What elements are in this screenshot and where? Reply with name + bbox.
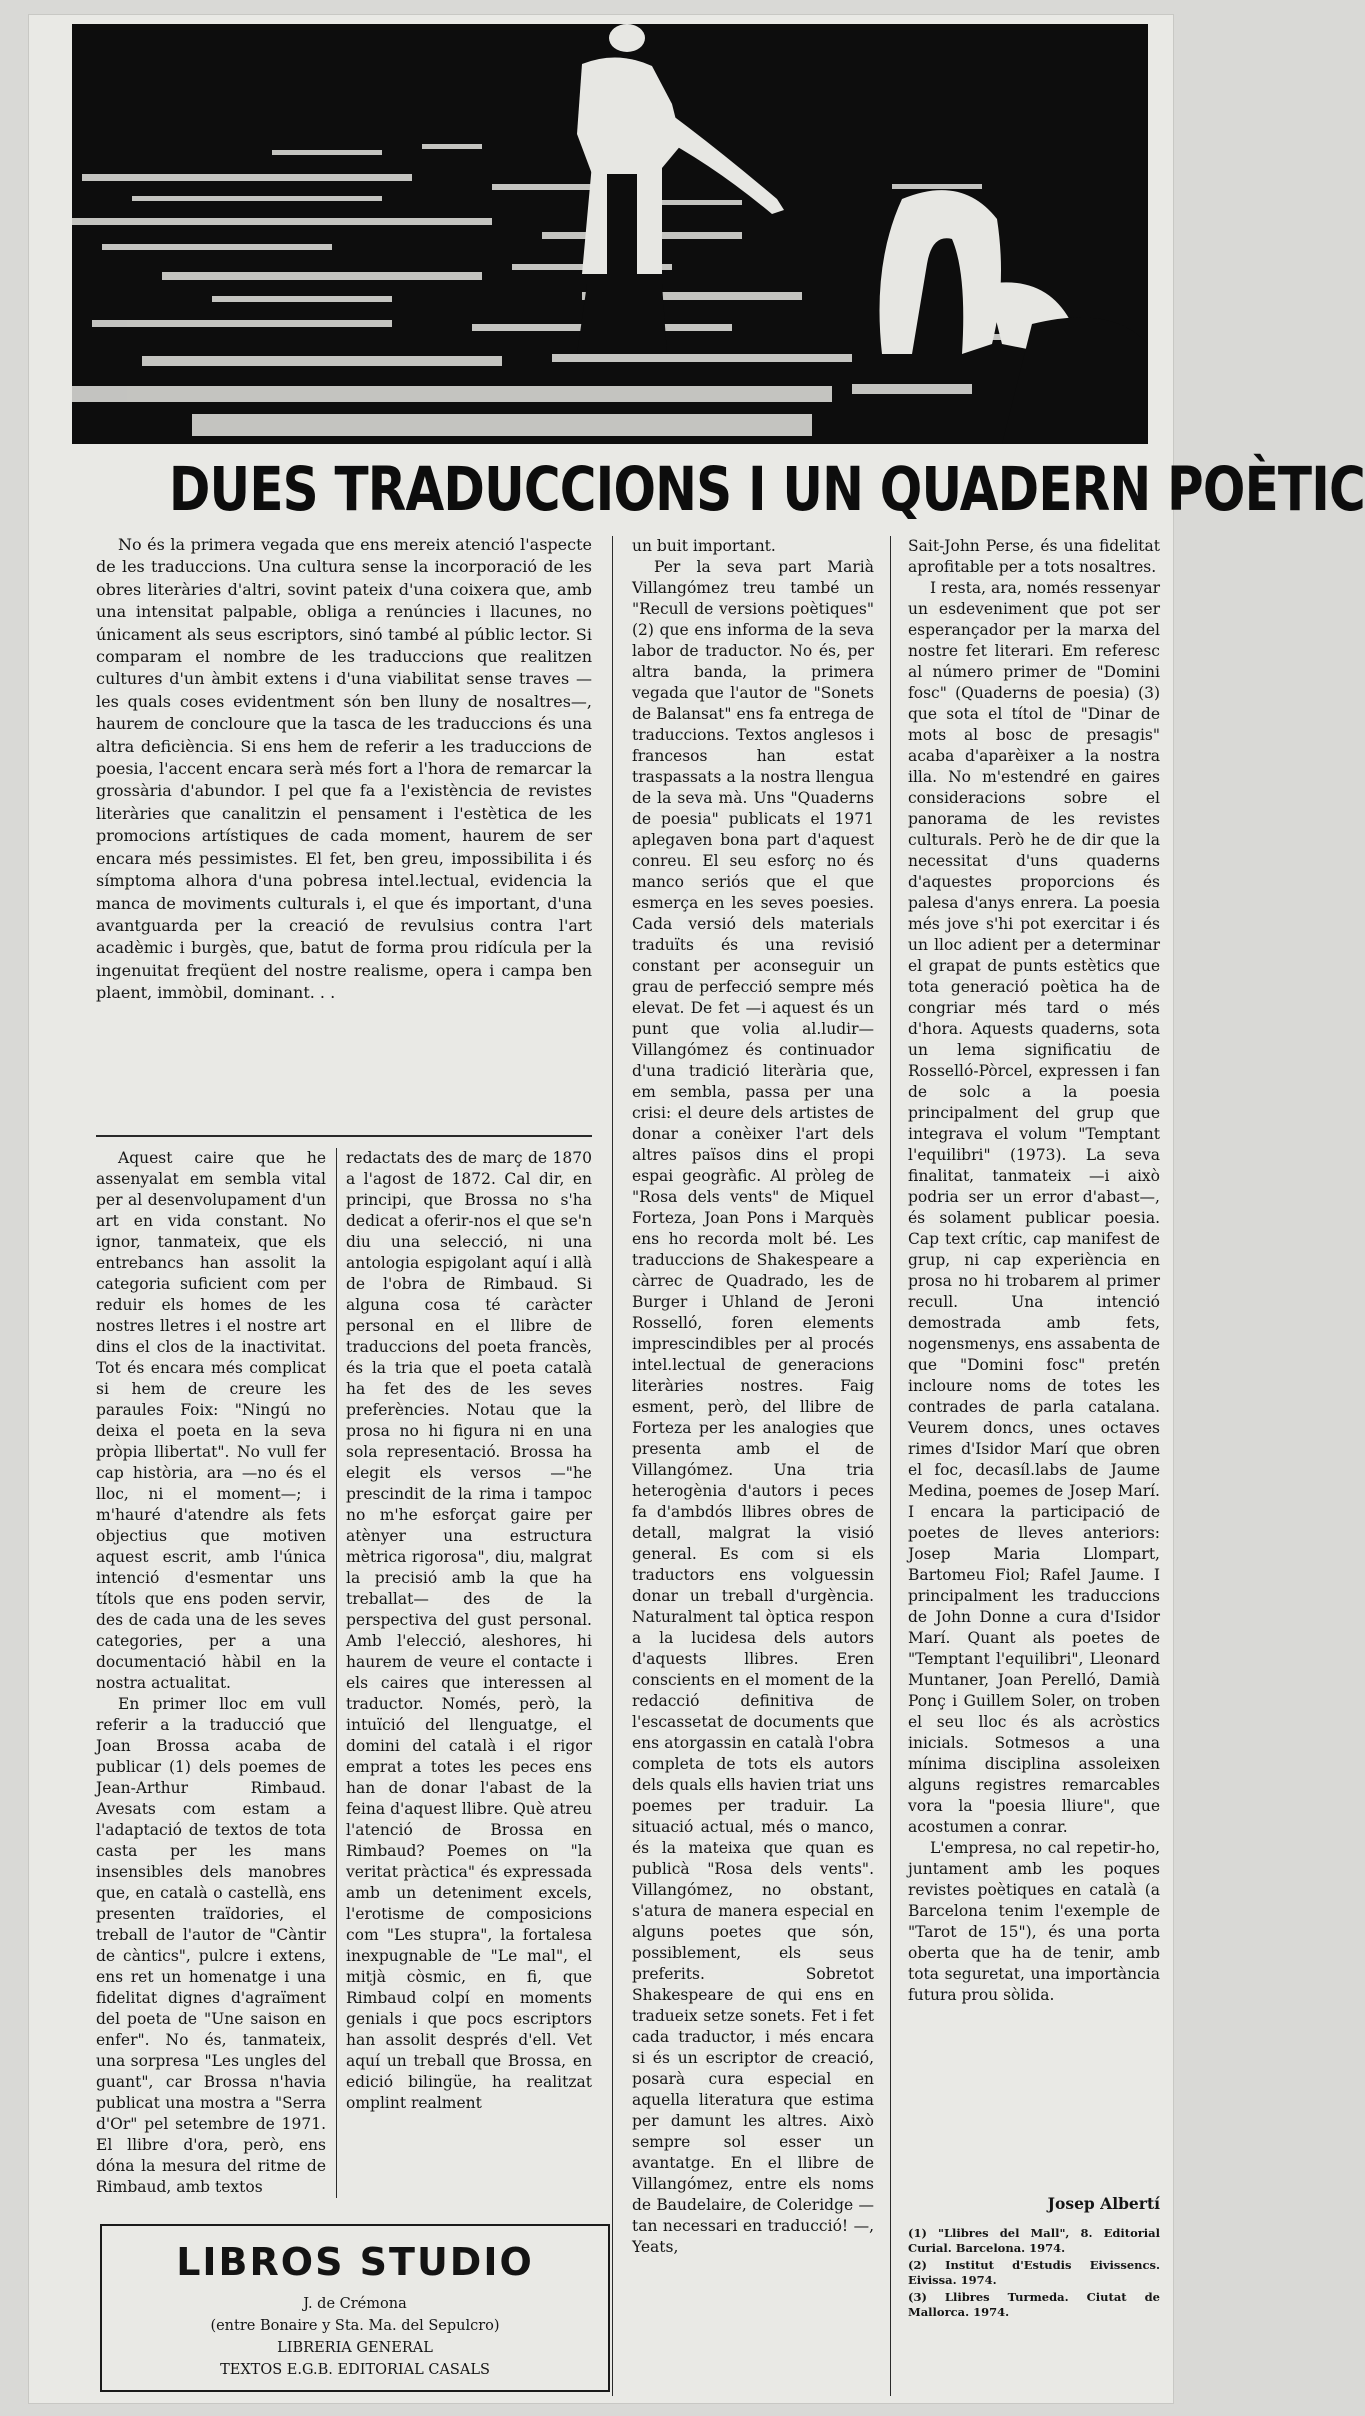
paragraph: Per la seva part Marià Villangómez treu també un "Recull de versions poètiques" (2) que ens informa de la seva labor de traductor. No és, per altra banda, la primera vegada que l'autor de "Sonets de Balansat" ens fa entrega de traduccions. Textos anglesos i francesos han estat traspassats a la nostra llengua de la seva mà. Uns "Quaderns de poesia" publicats el 1971 aplegaven bona part d'aquest conreu. El seu esforç no és manco seriós que el que esmerça en les seves poesies. Cada versió dels materials traduïts és una revisió constant per aconseguir un grau de perfecció sempre més elevat. De fet —i aquest és un punt que volia al.ludir— Villangómez és continuador d'una tradició literària que, em sembla, passa per una crisi: el deure dels artistes de donar a conèixer l'art dels altres països dins el propi espai geogràfic. Al pròleg de "Rosa dels vents" de Miquel Forteza, Joan Pons i Marquès ens ho recorda molt bé. Les traduccions de Shakespeare a càrrec de Quadrado, les de Burger i Uhland de Jeroni Rosselló, foren elements imprescindibles per al procés intel.lectual de generacions literàries nostres. Faig esment, però, del llibre de Forteza per les analogies que presenta amb el de Villangómez. Una tria heterogènia d'autors i peces fa d'ambdós llibres obres de detall, malgrat la visió general. Es com si els traductors ens volguessin donar un treball d'urgència. Naturalment tal òptica respon a la lucidesa dels autors d'aquests llibres. Eren conscients en el moment de la redacció definitiva de l'escassetat de documents que ens atorgassin en català l'obra completa de tots els autors dels quals ells havien triat uns poemes per traduir. La situació actual, més o manco, és la mateixa que quan es publicà "Rosa dels vents". Villangómez, no obstant, s'atura de manera especial en alguns poetes que són, possiblement, els seus preferits. Sobretot Shakespeare de qui ens en tradueix setze sonets. Fet i fet cada traductor, i més encara si és un escriptor de creació, posarà cura especial en aquella literatura que estima per damunt les altres. Això sempre sol esser un avantatge. En el llibre de Villangómez, entre els noms de Baudelaire, de Coleridge —tan necessari en traducció! —, Yeats, [632,558,874,2256]
paragraph: redactats des de març de 1870 a l'agost de 1872. Cal dir, en principi, que Brossa no s'ha dedicat a oferir-nos el que se'n diu una selecció, ni una antologia espigolant aquí i allà de l'obra de Rimbaud. Si alguna cosa té caràcter personal en el llibre de traduccions del poeta francès, és la tria que el poeta català ha fet des de les seves preferències. Notau que la prosa no hi figura ni en una sola representació. Brossa ha elegit els versos —"he prescindit de la rima i tampoc no m'he esforçat gaire per atènyer una estructura mètrica rigorosa", diu, malgrat la precisió amb la que ha treballat— des de la perspectiva del gust personal. Amb l'elecció, aleshores, hi haurem de veure el contacte i els caires que interessen al traductor. Només, però, la intuïció del llenguatge, el domini del català i el rigor emprat a totes les peces ens han de donar l'abast de la feina d'aquest llibre. Què atreu l'atenció de Brossa en Rimbaud? Poemes on "la veritat pràctica" és expressada amb un deteniment excels, l'erotisme de composicions com "Les stupra", la fortalesa inexpugnable de "Le mal", el mitjà còsmic, en fi, que Rimbaud colpí en moments genials i que pocs escriptors han assolit després d'ell. Vet aquí un treball que Brossa, en edició bilingüe, ha realitzat omplint realment [346,1149,592,2112]
column-rule-2 [612,536,613,2396]
ad-products: TEXTOS E.G.B. EDITORIAL CASALS [220,2362,490,2378]
article-intro [96,534,592,1129]
column-rule-1 [336,1148,337,2198]
paragraph: L'empresa, no cal repetir-ho, juntament amb les poques revistes poètiques en català (a Barcelona tenim l'exemple de "Tarot de 15"), és una porta oberta que ha de tenir, amb tota seguretat, una importància futura prou sòlida. [908,1839,1160,2004]
footnote: (2) Institut d'Estudis Eivissencs. Eivissa. 1974. [908,2258,1160,2287]
intro-bottom-rule [96,1135,592,1137]
ad-address: J. de Crémona [303,2296,407,2312]
paragraph: Aquest caire que he assenyalat em sembla vital per al desenvolupament d'un art en vida constant. No ignor, tanmateix, que els entrebancs han assolit la categoria suficient com per reduir els homes de les nostres lletres i el nostre art dins el clos de la inactivitat. Tot és encara més complicat si hem de creure les paraules Foix: "Ningú no deixa el poeta en la seva pròpia llibertat". No vull fer cap història, ara —no és el lloc, ni el moment—; i m'hauré d'atendre als fets objectius que motiven aquest escrit, amb l'única intenció d'esmentar uns títols que ens poden servir, des de cada una de les seves categories, per a una documentació hàbil en la nostra actualitat. [96,1149,326,1692]
article-column-1 [96,1148,326,2196]
intro-paragraph: No és la primera vegada que ens mereix atenció l'aspecte de les traduccions. Una cultura sense la incorporació de les obres literàries d'altri, sovint pateix d'una coixera que, amb una intensitat palpable, obliga a renúncies i llacunes, no únicament als seus escriptors, sinó també al públic lector. Si comparam el nombre de les traduccions que realitzen cultures d'un àmbit extens i d'una viabilitat sense traves —les quals coses evidentment són ben lluny de nosaltres—, haurem de concloure que la tasca de les traduccions és una altra deficiència. Si ens hem de referir a les traduccions de poesia, l'accent encara serà més fort a l'hora de remarcar la grossària d'abundor. I pel que fa a l'existència de revistes literàries que canalitzin el pensament i l'estètica de les promocions artístiques de cada moment, haurem de ser encara més pessimistes. El fet, ben greu, impossibilita i és símptoma alhora d'una pobresa intel.lectual, evidencia la manca de moviments culturals i, el que és important, d'una avantguarda per la creació de revulsius contra l'art acadèmic i burgès, que, batut de forma prou ridícula per la ingenuitat freqüent del nostre realisme, opera i campa ben plaent, immòbil, dominant. . . [96,535,592,1003]
column-rule-3 [890,536,891,2396]
advertisement-box [100,2224,610,2392]
ad-title: LIBROS STUDIO [176,2240,534,2284]
ad-shop-type: LIBRERIA GENERAL [277,2340,433,2356]
article-column-4 [908,536,1160,2196]
footnote: (3) Llibres Turmeda. Ciutat de Mallorca. 1974. [908,2290,1160,2319]
author-signature: Josep Albertí [1047,2194,1160,2213]
article-photo [72,24,1148,444]
paragraph: un buit important. [632,537,776,555]
footnotes [908,2226,1160,2386]
article-headline: DUES TRADUCCIONS I UN QUADERN POÈTIC [168,454,1365,525]
footnote: (1) "Llibres del Mall", 8. Editorial Curial. Barcelona. 1974. [908,2226,1160,2255]
ad-location: (entre Bonaire y Sta. Ma. del Sepulcro) [210,2318,500,2334]
article-column-3 [632,536,874,2416]
photo-illustration [72,24,1148,444]
paragraph: En primer lloc em vull referir a la traducció que Joan Brossa acaba de publicar (1) dels poemes de Jean-Arthur Rimbaud. Avesats com estam a l'adaptació de textos de tota casta per les mans insensibles dels manobres que, en català o castellà, ens presenten traïdories, el treball de l'autor de "Càntir de càntics", pulcre i extens, ens ret un homenatge i una fidelitat dignes d'agraïment del poeta de "Une saison en enfer". No és, tanmateix, una sorpresa "Les ungles del guant", car Brossa n'havia publicat una mostra a "Serra d'Or" pel setembre de 1971. El llibre d'ora, però, ens dóna la mesura del ritme de Rimbaud, amb textos [96,1695,326,2196]
article-column-2 [346,1148,592,2193]
paragraph: Sait-John Perse, és una fidelitat aprofitable per a tots nosaltres. [908,537,1160,576]
paragraph: I resta, ara, només ressenyar un esdeveniment que pot ser esperançador per la marxa del nostre fet literari. Em referesc al número primer de "Domini fosc" (Quaderns de poesia) (3) que sota el títol de "Dinar de mots al bosc de presagis" acaba d'aparèixer a la nostra illa. No m'estendré en gaires consideracions sobre el panorama de les revistes culturals. Però he de dir que la necessitat d'uns quaderns d'aquestes proporcions és palesa d'anys enrera. La poesia més jove s'hi pot exercitar i és un lloc adient per a determinar el grapat de punts estètics que tota generació poètica ha de congriar més tard o més d'hora. Aquests quaderns, sota un lema significatiu de Rosselló-Pòrcel, expressen i fan de solc a la poesia principalment del grup que integrava el volum "Temptant l'equilibri" (1973). La seva finalitat, tanmateix —i això podria ser un error d'abast—, és solament publicar poesia. Cap text crític, cap manifest de grup, ni cap experiència en prosa no hi trobarem al primer recull. Una intenció demostrada amb fets, nogensmenys, ens assabenta de que "Domini fosc" pretén incloure noms de totes les contrades de parla catalana. Veurem doncs, unes octaves rimes d'Isidor Marí que obren el foc, decasíl.labs de Jaume Medina, poemes de Josep Marí. I encara la participació de poetes de lleves anteriors: Josep Maria Llompart, Bartomeu Fiol; Rafel Jaume. I principalment les traduccions de John Donne a cura d'Isidor Marí. Quant als poetes de "Temptant l'equilibri", Lleonard Muntaner, Joan Perelló, Damià Ponç i Guillem Soler, on troben el seu lloc és als acròstics inicials. Sotmesos a una mínima disciplina assoleixen alguns registres remarcables vora la "poesia lliure", que acostumen a conrar. [908,579,1160,1836]
